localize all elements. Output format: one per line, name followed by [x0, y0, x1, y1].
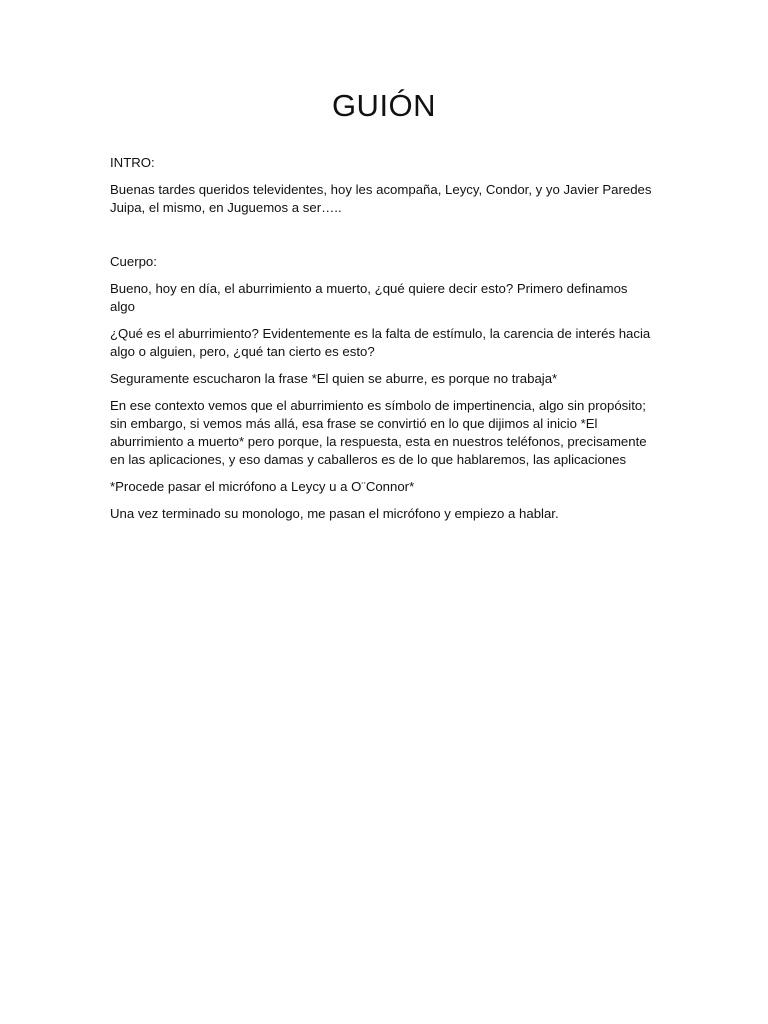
- body-paragraph: Una vez terminado su monologo, me pasan el micrófono y empiezo a hablar.: [110, 506, 559, 521]
- body-paragraph: Bueno, hoy en día, el aburrimiento a muerto, ¿qué quiere decir esto? Primero definamos algo: [110, 281, 628, 314]
- body-paragraph: ¿Qué es el aburrimiento? Evidentemente es la falta de estímulo, la carencia de interés hacia algo o alguien, pero, ¿qué tan cierto es esto?: [110, 326, 651, 359]
- document-title: GUIÓN: [331, 88, 437, 123]
- intro-paragraph: Buenas tardes queridos televidentes, hoy les acompaña, Leycy, Condor, y yo Javier Paredes Juipa, el mismo, en Juguemos a ser…..: [110, 182, 652, 215]
- body-paragraph: En ese contexto vemos que el aburrimiento es símbolo de impertinencia, algo sin propósito; sin embargo, si vemos más allá, esa frase se convirtió en lo que dijimos al inicio *El aburrimiento a muerto* pero porque, la respuesta, esta en nuestros teléfonos, precisamente en las aplicaciones, y eso damas y caballeros es de lo que hablaremos, las aplicaciones: [110, 398, 647, 467]
- document-body: [110, 154, 655, 532]
- body-paragraph: Seguramente escucharon la frase *El quien se aburre, es porque no trabaja*: [110, 371, 558, 386]
- body-paragraph: *Procede pasar el micrófono a Leycy u a O¨Connor*: [110, 479, 415, 494]
- intro-heading: INTRO:: [110, 155, 155, 170]
- body-heading: Cuerpo:: [110, 254, 157, 269]
